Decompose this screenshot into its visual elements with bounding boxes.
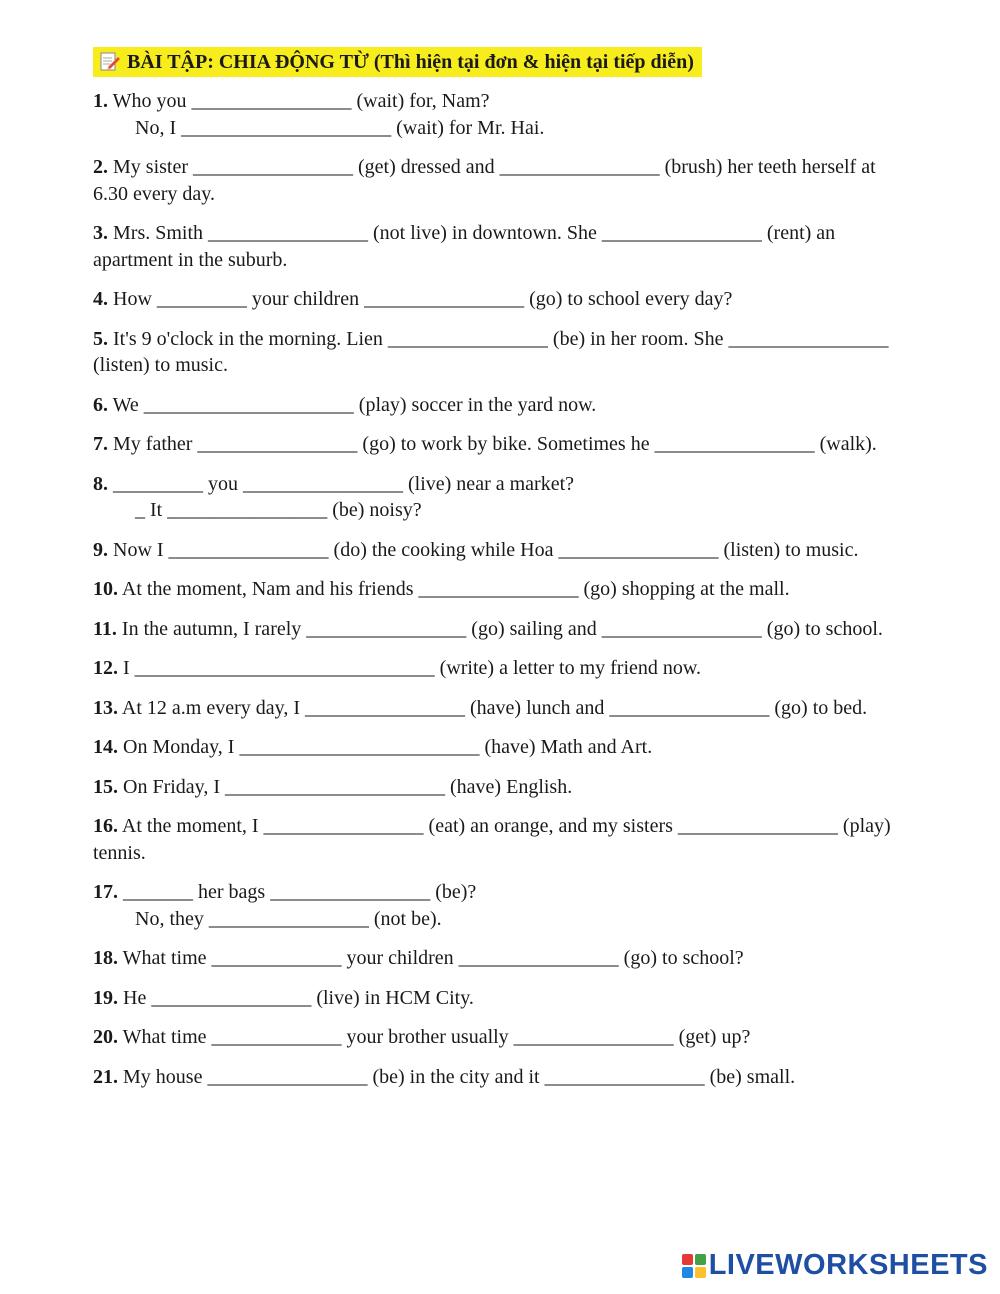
question-4 [93, 286, 913, 313]
logo-mark-block [682, 1267, 693, 1278]
question-number: 8. [93, 472, 108, 495]
question-number: 2. [93, 156, 108, 178]
question-text: My sister ________________ (get) dressed and ________________ (brush) her teeth herself at 6.30 every day. [93, 156, 876, 205]
question-14 [93, 734, 913, 761]
question-text: At the moment, I ________________ (eat) an orange, and my sisters ________________ (play) tennis. [93, 815, 891, 864]
question-number: 9. [93, 538, 108, 561]
question-text: My house ________________ (be) in the city and it ________________ (be) small. [123, 1065, 796, 1088]
question-1 [93, 88, 913, 141]
question-number: 13. [93, 696, 118, 719]
pencil-note-icon [99, 50, 121, 72]
liveworksheets-logo[interactable] [682, 1249, 988, 1282]
question-number: 10. [93, 578, 118, 600]
question-6 [93, 392, 913, 419]
question-text: _______ her bags ________________ (be)? [123, 881, 477, 903]
question-number: 20. [93, 1026, 118, 1048]
question-5 [93, 326, 913, 379]
question-subline: No, they ________________ (not be). [135, 907, 442, 930]
question-21 [93, 1064, 913, 1091]
question-number: 15. [93, 775, 118, 798]
question-17 [93, 879, 913, 932]
question-15 [93, 774, 913, 801]
question-12 [93, 655, 913, 682]
title-text: BÀI TẬP: CHIA ĐỘNG TỪ (Thì hiện tại đơn & hiện tại tiếp diễn) [127, 51, 694, 73]
question-9 [93, 537, 913, 564]
question-number: 12. [93, 657, 118, 679]
question-number: 17. [93, 881, 118, 903]
question-subline: _ It ________________ (be) noisy? [135, 499, 422, 521]
question-text: What time _____________ your children ________________ (go) to school? [122, 947, 744, 969]
question-16 [93, 813, 913, 866]
logo-text: LIVEWORKSHEETS [708, 1249, 988, 1281]
question-number: 19. [93, 986, 118, 1009]
logo-mark-block [695, 1267, 706, 1278]
question-number: 14. [93, 736, 118, 758]
question-text: On Friday, I ______________________ (have) English. [123, 775, 573, 798]
logo-mark-block [682, 1254, 693, 1265]
question-text: I ______________________________ (write) a letter to my friend now. [123, 657, 702, 679]
question-list [93, 88, 913, 1103]
question-number: 21. [93, 1065, 118, 1088]
question-subline: No, I _____________________ (wait) for Mr. Hai. [135, 116, 545, 139]
question-number: 1. [93, 90, 108, 112]
question-text: Mrs. Smith ________________ (not live) in downtown. She ________________ (rent) an apartment in the suburb. [93, 222, 836, 271]
worksheet-title [93, 47, 702, 77]
question-number: 5. [93, 327, 108, 350]
question-2 [93, 154, 913, 207]
question-text: He ________________ (live) in HCM City. [123, 986, 474, 1009]
question-text: _________ you ________________ (live) near a market? [113, 472, 575, 495]
question-20 [93, 1024, 913, 1051]
question-text: How _________ your children ________________ (go) to school every day? [113, 288, 733, 310]
question-text: It's 9 o'clock in the morning. Lien ________________ (be) in her room. She ________________ (listen) to music. [93, 327, 889, 376]
question-10 [93, 576, 913, 603]
question-number: 6. [93, 393, 108, 416]
question-3 [93, 220, 913, 273]
question-number: 7. [93, 433, 108, 455]
question-text: On Monday, I ________________________ (have) Math and Art. [123, 736, 653, 758]
question-13 [93, 695, 913, 722]
question-text: At the moment, Nam and his friends ________________ (go) shopping at the mall. [121, 578, 790, 600]
question-number: 18. [93, 947, 118, 969]
question-text: Who you ________________ (wait) for, Nam? [112, 90, 490, 112]
question-18 [93, 945, 913, 972]
question-text: Now I ________________ (do) the cooking while Hoa ________________ (listen) to music. [113, 538, 859, 561]
question-7 [93, 431, 913, 458]
logo-mark-block [695, 1254, 706, 1265]
question-number: 16. [93, 815, 118, 837]
question-text: My father ________________ (go) to work by bike. Sometimes he ________________ (walk). [113, 433, 877, 455]
question-8 [93, 471, 913, 524]
question-text: In the autumn, I rarely ________________ (go) sailing and ________________ (go) to school. [121, 617, 883, 640]
question-19 [93, 985, 913, 1012]
question-text: We _____________________ (play) soccer in the yard now. [112, 393, 597, 416]
question-number: 3. [93, 222, 108, 244]
question-text: What time _____________ your brother usually ________________ (get) up? [122, 1026, 751, 1048]
question-number: 4. [93, 288, 108, 310]
question-text: At 12 a.m every day, I ________________ (have) lunch and ________________ (go) to bed. [121, 696, 868, 719]
question-number: 11. [93, 617, 117, 640]
question-11 [93, 616, 913, 643]
logo-mark-icon [682, 1254, 706, 1278]
